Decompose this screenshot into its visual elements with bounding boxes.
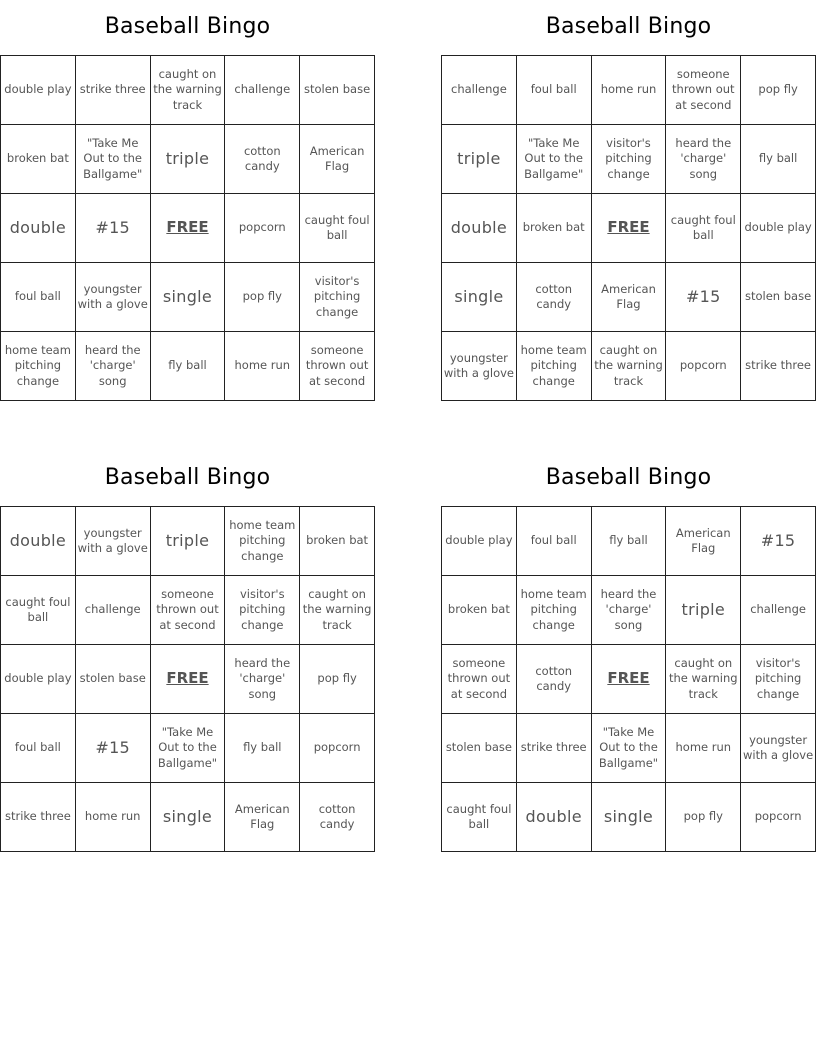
bingo-cell: single [591, 783, 666, 852]
bingo-cell: youngster with a glove [741, 714, 816, 783]
bingo-cell: #15 [75, 714, 150, 783]
bingo-cell: strike three [516, 714, 591, 783]
bingo-cell: caught foul ball [442, 783, 517, 852]
bingo-cell: pop fly [225, 263, 300, 332]
bingo-cell: single [150, 783, 225, 852]
bingo-cell: double [1, 194, 76, 263]
bingo-cell: heard the 'charge' song [666, 125, 741, 194]
bingo-cell: fly ball [225, 714, 300, 783]
bingo-cell: challenge [75, 576, 150, 645]
bingo-row [442, 714, 816, 783]
bingo-row [1, 783, 375, 852]
bingo-cell: double play [442, 507, 517, 576]
bingo-cell: American Flag [666, 507, 741, 576]
bingo-row [442, 576, 816, 645]
bingo-cell: pop fly [300, 645, 375, 714]
bingo-cell: double play [1, 56, 76, 125]
bingo-row [442, 645, 816, 714]
bingo-cell: broken bat [300, 507, 375, 576]
bingo-cell: home run [591, 56, 666, 125]
bingo-cell: double [516, 783, 591, 852]
bingo-cell: visitor's pitching change [225, 576, 300, 645]
bingo-cell: American Flag [225, 783, 300, 852]
bingo-cell: broken bat [516, 194, 591, 263]
card-title: Baseball Bingo [545, 14, 712, 39]
bingo-cell: pop fly [666, 783, 741, 852]
bingo-cell: double play [741, 194, 816, 263]
bingo-grid [441, 55, 816, 401]
bingo-row [442, 507, 816, 576]
bingo-row [442, 125, 816, 194]
bingo-row [1, 576, 375, 645]
bingo-row [1, 714, 375, 783]
bingo-cell: foul ball [1, 714, 76, 783]
bingo-cell: strike three [1, 783, 76, 852]
bingo-cell: stolen base [75, 645, 150, 714]
bingo-cell: American Flag [300, 125, 375, 194]
bingo-cell: youngster with a glove [75, 507, 150, 576]
bingo-cell: youngster with a glove [75, 263, 150, 332]
bingo-cell: triple [150, 125, 225, 194]
bingo-row [442, 332, 816, 401]
bingo-row [442, 783, 816, 852]
bingo-row [1, 507, 375, 576]
bingo-grid [0, 55, 375, 401]
bingo-cell: heard the 'charge' song [75, 332, 150, 401]
bingo-row [442, 56, 816, 125]
bingo-row [442, 194, 816, 263]
bingo-cell: visitor's pitching change [300, 263, 375, 332]
bingo-cell: fly ball [150, 332, 225, 401]
bingo-cell: triple [442, 125, 517, 194]
bingo-grid [0, 506, 375, 852]
bingo-cell: challenge [225, 56, 300, 125]
free-space: FREE [591, 194, 666, 263]
bingo-cell: heard the 'charge' song [591, 576, 666, 645]
bingo-cell: cotton candy [225, 125, 300, 194]
bingo-cell: foul ball [516, 507, 591, 576]
bingo-cell: someone thrown out at second [442, 645, 517, 714]
bingo-cell: double play [1, 645, 76, 714]
bingo-cell: challenge [442, 56, 517, 125]
bingo-cell: home team pitching change [225, 507, 300, 576]
bingo-cell: challenge [741, 576, 816, 645]
bingo-cell: home team pitching change [1, 332, 76, 401]
bingo-cell: home run [666, 714, 741, 783]
free-space: FREE [150, 645, 225, 714]
bingo-row [1, 125, 375, 194]
bingo-row [1, 56, 375, 125]
bingo-cell: home team pitching change [516, 576, 591, 645]
bingo-cell: cotton candy [516, 645, 591, 714]
bingo-cell: double [442, 194, 517, 263]
bingo-cell: stolen base [442, 714, 517, 783]
bingo-cell: caught on the warning track [666, 645, 741, 714]
bingo-row [1, 263, 375, 332]
bingo-cell: pop fly [741, 56, 816, 125]
bingo-cell: popcorn [666, 332, 741, 401]
bingo-row [1, 194, 375, 263]
bingo-cell: someone thrown out at second [300, 332, 375, 401]
free-space: FREE [591, 645, 666, 714]
bingo-cell: home run [225, 332, 300, 401]
bingo-grid [441, 506, 816, 852]
bingo-cell: caught on the warning track [591, 332, 666, 401]
bingo-cell: strike three [75, 56, 150, 125]
bingo-card [441, 451, 816, 861]
bingo-cell: cotton candy [300, 783, 375, 852]
bingo-cell: American Flag [591, 263, 666, 332]
bingo-cell: heard the 'charge' song [225, 645, 300, 714]
bingo-cell: stolen base [300, 56, 375, 125]
bingo-cell: caught foul ball [666, 194, 741, 263]
bingo-cell: popcorn [225, 194, 300, 263]
bingo-card [0, 451, 375, 861]
card-title: Baseball Bingo [545, 465, 712, 490]
bingo-cell: triple [150, 507, 225, 576]
bingo-cell: #15 [75, 194, 150, 263]
bingo-cell: broken bat [442, 576, 517, 645]
bingo-cell: home run [75, 783, 150, 852]
bingo-cell: fly ball [591, 507, 666, 576]
bingo-cell: single [442, 263, 517, 332]
bingo-cell: broken bat [1, 125, 76, 194]
bingo-cell: caught on the warning track [150, 56, 225, 125]
bingo-row [1, 645, 375, 714]
bingo-cell: visitor's pitching change [591, 125, 666, 194]
bingo-cell: caught on the warning track [300, 576, 375, 645]
card-title: Baseball Bingo [104, 465, 271, 490]
bingo-cell: home team pitching change [516, 332, 591, 401]
bingo-cell: #15 [666, 263, 741, 332]
bingo-row [1, 332, 375, 401]
bingo-cell: cotton candy [516, 263, 591, 332]
bingo-card [441, 0, 816, 410]
bingo-cell: "Take Me Out to the Ballgame" [516, 125, 591, 194]
bingo-card [0, 0, 375, 410]
bingo-cell: fly ball [741, 125, 816, 194]
bingo-cell: popcorn [300, 714, 375, 783]
bingo-cell: foul ball [516, 56, 591, 125]
bingo-cell: triple [666, 576, 741, 645]
bingo-cell: caught foul ball [1, 576, 76, 645]
bingo-cell: someone thrown out at second [150, 576, 225, 645]
bingo-row [442, 263, 816, 332]
bingo-cell: caught foul ball [300, 194, 375, 263]
bingo-cell: youngster with a glove [442, 332, 517, 401]
bingo-cell: visitor's pitching change [741, 645, 816, 714]
bingo-cell: someone thrown out at second [666, 56, 741, 125]
bingo-cell: "Take Me Out to the Ballgame" [150, 714, 225, 783]
bingo-cell: strike three [741, 332, 816, 401]
free-space: FREE [150, 194, 225, 263]
bingo-cell: #15 [741, 507, 816, 576]
bingo-cell: "Take Me Out to the Ballgame" [591, 714, 666, 783]
bingo-cell: popcorn [741, 783, 816, 852]
bingo-cell: stolen base [741, 263, 816, 332]
bingo-cell: foul ball [1, 263, 76, 332]
bingo-cell: "Take Me Out to the Ballgame" [75, 125, 150, 194]
card-title: Baseball Bingo [104, 14, 271, 39]
bingo-cell: double [1, 507, 76, 576]
bingo-cell: single [150, 263, 225, 332]
